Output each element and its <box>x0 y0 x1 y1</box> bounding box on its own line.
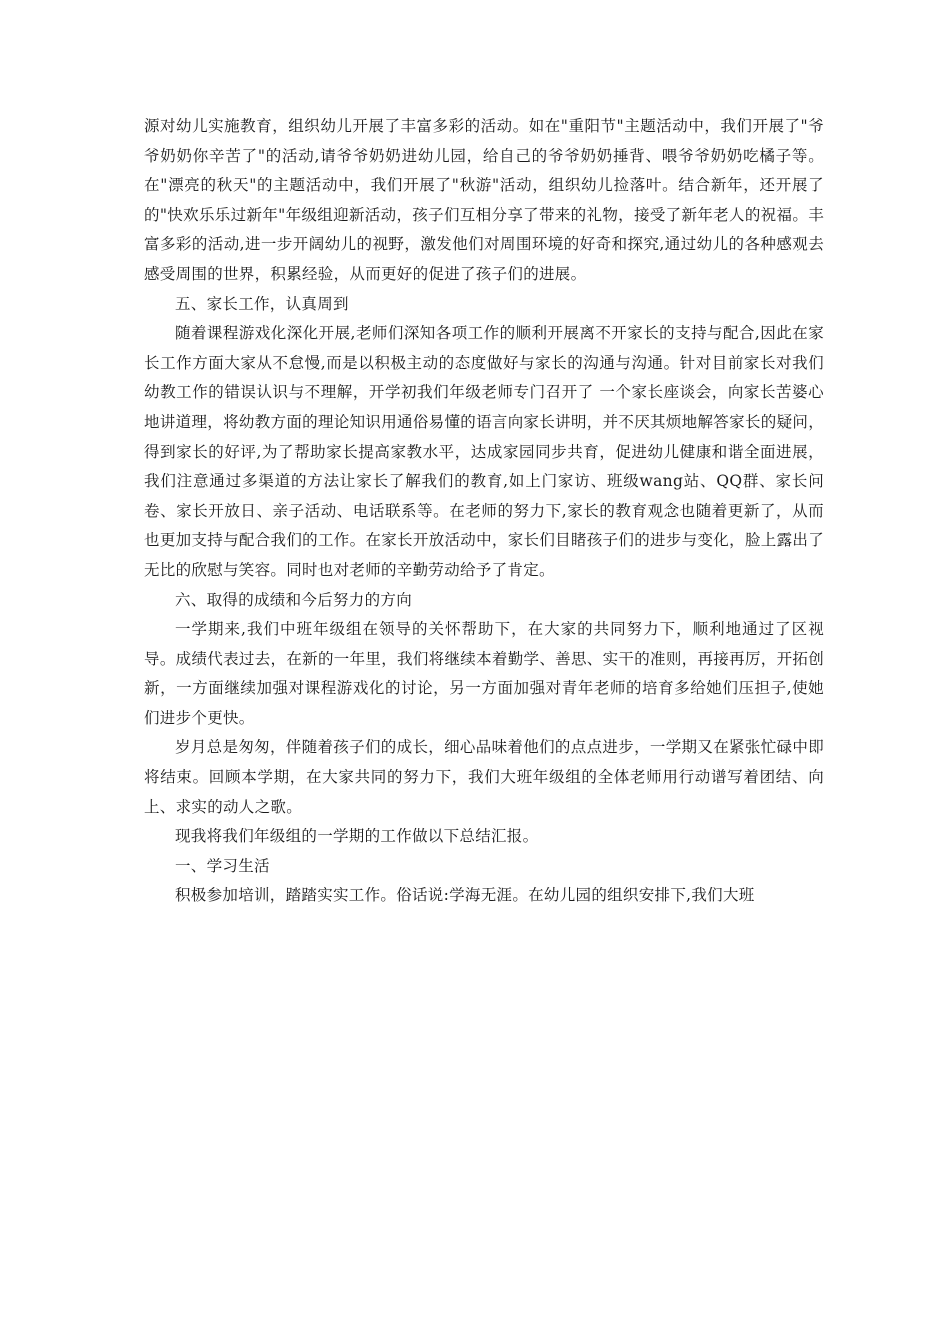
section-heading-study-life: 一、学习生活 <box>175 856 270 875</box>
paragraph-summary-intro: 现我将我们年级组的一学期的工作做以下总结汇报。 <box>175 827 539 846</box>
paragraph-parent-work: 随着课程游戏化深化开展,老师们深知各项工作的顺利开展离不开家长的支持与配合,因此在家长工作方面大家从不怠慢,而是以积极主动的态度做好与家长的沟通与沟通。针对目前家长对我们幼教工作的错误认识与不理解，开学初我们年级老师专门召开了 一个家长座谈会，向家长苦婆心地讲道理，将幼教方面的理论知识用通俗易懂的语言向家长讲明，并不厌其烦地解答家长的疑问，得到家长的好评,为了帮助家长提高家教水平，达成家园同步共育，促进幼儿健康和谐全面进展，我们注意通过多渠道的方法让家长了解我们的教育,如上门家访、班级wang站、QQ群、家长问卷、家长开放日、亲子活动、电话联系等。在老师的努力下,家长的教育观念也随着更新了，从而也更加支持与配合我们的工作。在家长开放活动中，家长们目睹孩子们的进步与变化，脸上露出了无比的欣慰与笑容。同时也对老师的辛勤劳动给予了肯定。 <box>144 324 824 579</box>
paragraph-activities: 源对幼儿实施教育，组织幼儿开展了丰富多彩的活动。如在"重阳节"主题活动中，我们开展了"爷爷奶奶你辛苦了"的活动,请爷爷奶奶进幼儿园，给自己的爷爷奶奶捶背、喂爷爷奶奶吃橘子等。在"漂亮的秋天"的主题活动中，我们开展了"秋游"活动，组织幼儿捡落叶。结合新年，还开展了的"快欢乐乐过新年"年级组迎新活动，孩子们互相分享了带来的礼物，接受了新年老人的祝福。丰富多彩的活动,进一步开阔幼儿的视野，激发他们对周围环境的好奇和探究,通过幼儿的各种感观去感受周围的世界，积累经验，从而更好的促进了孩子们的进展。 <box>144 117 824 283</box>
paragraph-training: 积极参加培训，踏踏实实工作。俗话说:学海无涯。在幼儿园的组织安排下,我们大班 <box>175 886 755 905</box>
section-heading-parent-work: 五、家长工作，认真周到 <box>175 294 349 313</box>
section-heading-achievements: 六、取得的成绩和今后努力的方向 <box>175 590 413 609</box>
paragraph-reflection: 岁月总是匆匆，伴随着孩子们的成长，细心品味着他们的点点进步，一学期又在紧张忙碌中即将结束。回顾本学期，在大家共同的努力下，我们大班年级组的全体老师用行动谱写着团结、向上、求实的动人之歌。 <box>144 738 824 816</box>
paragraph-achievements: 一学期来,我们中班年级组在领导的关怀帮助下，在大家的共同努力下，顺利地通过了区视导。成绩代表过去，在新的一年里，我们将继续本着勤学、善思、实干的准则，再接再厉，开拓创新，一方面继续加强对课程游戏化的讨论，另一方面加强对青年老师的培育多给她们压担子,使她们进步个更快。 <box>144 620 824 727</box>
document-page <box>144 112 824 911</box>
